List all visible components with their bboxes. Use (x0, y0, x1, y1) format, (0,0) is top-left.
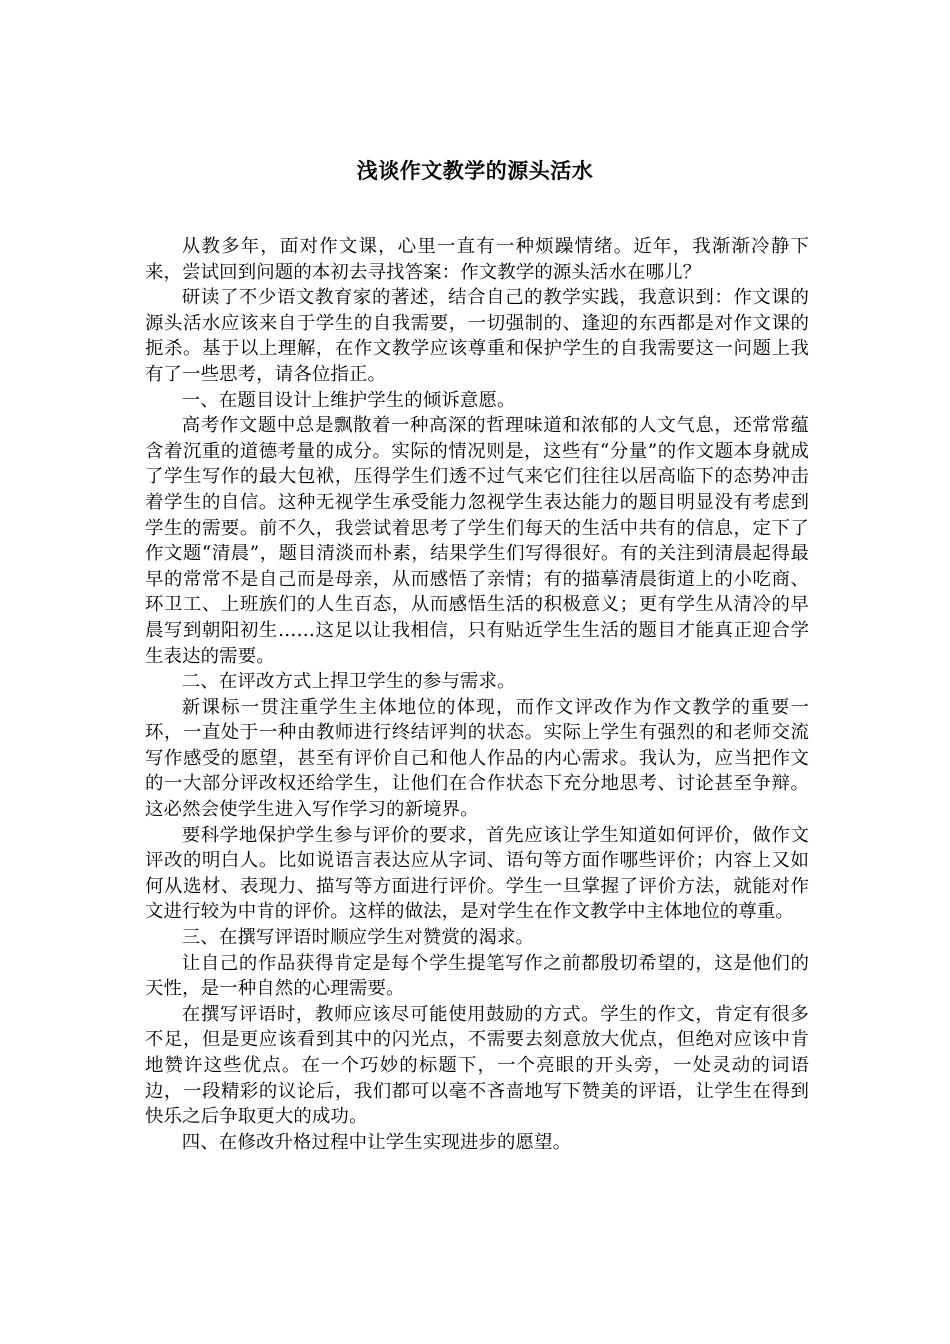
section-heading-3: 三、在撰写评语时顺应学生对赞赏的渴求。 (181, 927, 535, 949)
section-heading-1: 一、在题目设计上维护学生的倾诉意愿。 (181, 389, 516, 411)
section-heading-4: 四、在修改升格过程中让学生实现进步的愿望。 (181, 1131, 572, 1153)
paragraph-thesis: 研读了不少语文教育家的著述，结合自己的教学实践，我意识到：作文课的源头活水应该来自于学生的自我需要，一切强制的、逢迎的东西都是对作文课的扼杀。基于以上理解，在作文教学应该尊重和保护学生的自我需要这一问题上我有了一些思考，请各位指正。 (145, 287, 809, 385)
paragraph-section-2a: 新课标一贯注重学生主体地位的体现，而作文评改作为作文教学的重要一环，一直处于一种由教师进行终结评判的状态。实际上学生有强烈的和老师交流写作感受的愿望，甚至有评价自己和他人作品的内心需求。我认为，应当把作文的一大部分评改权还给学生，让他们在合作状态下充分地思考、讨论甚至争辩。这必然会使学生进入写作学习的新境界。 (145, 696, 809, 821)
paragraph-section-1: 高考作文题中总是飘散着一种高深的哲理味道和浓郁的人文气息，还常常蕴含着沉重的道德考量的成分。实际的情况则是，这些有“分量”的作文题本身就成了学生写作的最大包袱，压得学生们透不过气来它们往往以居高临下的态势冲击着学生的自信。这种无视学生承受能力忽视学生表达能力的题目明显没有考虑到学生的需要。前不久，我尝试着思考了学生们每天的生活中共有的信息，定下了作文题“清晨”，题目清淡而朴素，结果学生们写得很好。有的关注到清晨起得最早的常常不是自己而是母亲，从而感悟了亲情；有的描摹清晨街道上的小吃商、环卫工、上班族们的人生百态，从而感悟生活的积极意义；更有学生从清冷的早晨写到朝阳初生……这足以让我相信，只有贴近学生生活的题目才能真正迎合学生表达的需要。 (145, 415, 809, 667)
paragraph-section-3a: 让自己的作品获得肯定是每个学生提笔写作之前都殷切希望的，这是他们的天性，是一种自然的心理需要。 (145, 952, 809, 1000)
paragraph-section-3b: 在撰写评语时，教师应该尽可能使用鼓励的方式。学生的作文，肯定有很多不足，但是更应该看到其中的闪光点，不需要去刻意放大优点，但绝对应该中肯地赞许这些优点。在一个巧妙的标题下，一个亮眼的开头旁，一处灵动的词语边，一段精彩的议论后，我们都可以毫不吝啬地写下赞美的评语，让学生在得到快乐之后争取更大的成功。 (145, 1003, 809, 1128)
document-title: 浅谈作文教学的源头活水 (356, 159, 594, 183)
section-heading-2: 二、在评改方式上捍卫学生的参与需求。 (181, 671, 516, 693)
document-body (145, 234, 809, 1155)
paragraph-section-2b: 要科学地保护学生参与评价的要求，首先应该让学生知道如何评价，做作文评改的明白人。比如说语言表达应从字词、语句等方面作哪些评价；内容上又如何从选材、表现力、描写等方面进行评价。学生一旦掌握了评价方法，就能对作文进行较为中肯的评价。这样的做法，是对学生在作文教学中主体地位的尊重。 (145, 824, 809, 923)
paragraph-intro: 从教多年，面对作文课，心里一直有一种烦躁情绪。近年，我渐渐冷静下来，尝试回到问题的本初去寻找答案：作文教学的源头活水在哪儿？ (145, 236, 809, 283)
